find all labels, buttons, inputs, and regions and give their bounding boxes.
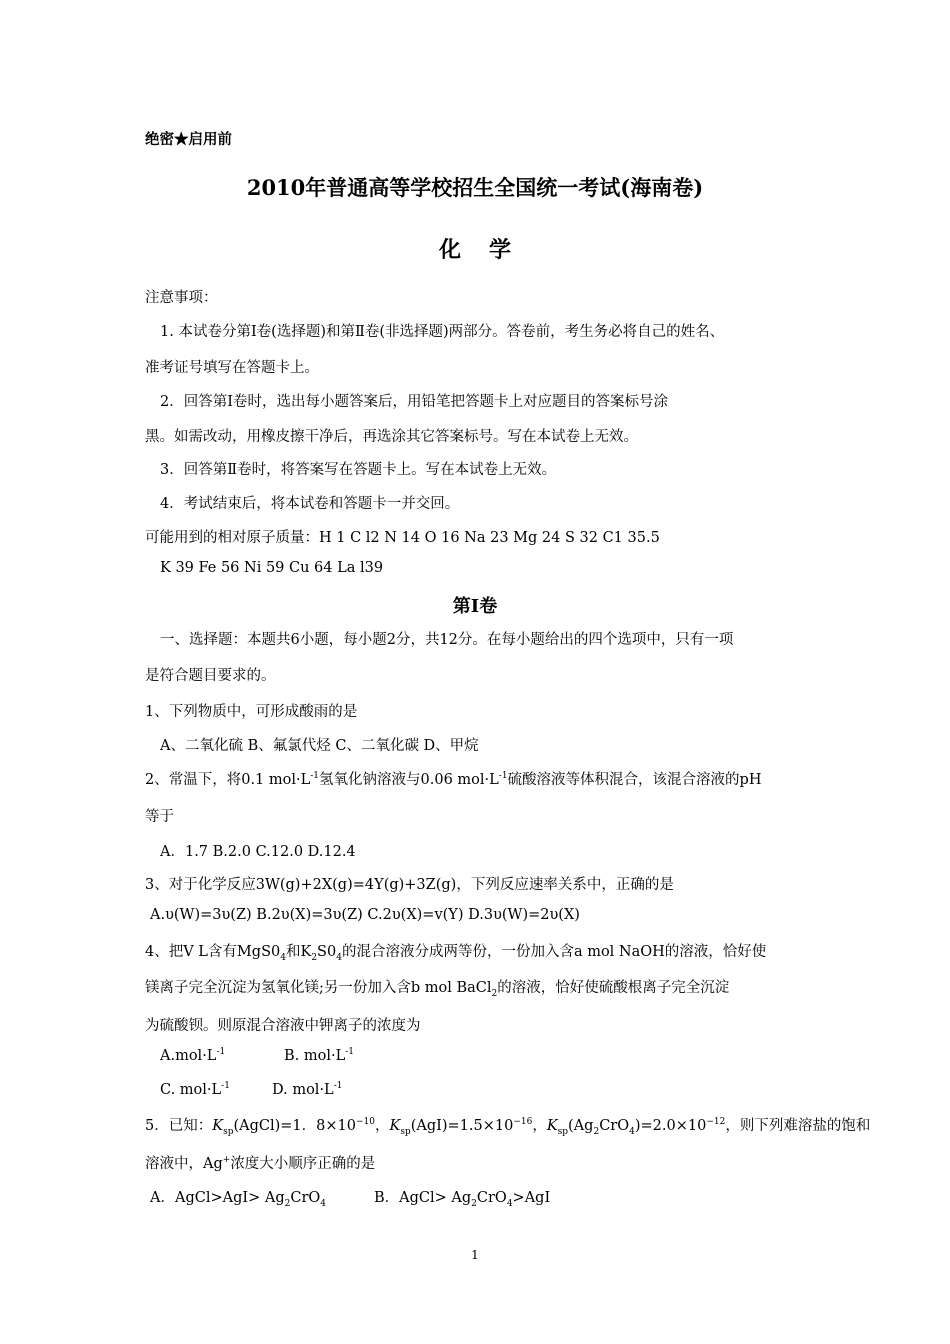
q2-stem-2: 等于 bbox=[145, 809, 174, 825]
q2-options: A．1.7 B.2.0 C.12.0 D.12.4 bbox=[160, 844, 356, 860]
q2-stem: 2、常温下，将0.1 $mol\cdot L^{-1}$氢氧化钠溶液与0.06 $mol\cdot L^{-1}$硫酸溶液等体积混合，该混合溶液的pH bbox=[145, 771, 762, 788]
q4-stem: 4、把V L含有$MgS0_4$和$K_2S0_4$的混合溶液分成两等份，一份加入含a mol NaOH的溶液，恰好使 bbox=[145, 944, 767, 963]
section-title: 第Ⅰ卷 bbox=[452, 596, 498, 617]
q1-stem: 1、下列物质中，可形成酸雨的是 bbox=[145, 704, 358, 720]
q5-options: A．AgCl>AgI> $Ag_2CrO_4$ B．AgCl> $Ag_2CrO_4>AgI$ bbox=[150, 1190, 551, 1209]
note-1a: 1. 本试卷分第Ⅰ卷(选择题)和第Ⅱ卷(非选择题)两部分。答卷前，考生务必将自己的姓名、 bbox=[160, 324, 725, 340]
exam-title: 2010年普通高等学校招生全国统一考试(海南卷) bbox=[246, 175, 704, 200]
atomic-mass-1: 可能用到的相对原子质量：H 1 C l2 N 14 O 16 Na 23 Mg 24 S 32 C1 35.5 bbox=[145, 530, 660, 546]
q4-options-ab: $A.mol\cdot L^{-1}$ B. $mol\cdot L^{-1}$ bbox=[160, 1047, 355, 1064]
q3-stem: 3、对于化学反应3W(g)+2X(g)=4Y(g)+3Z(g)，下列反应速率关系中，正确的是 bbox=[145, 877, 674, 893]
note-2b: 黑。如需改动，用橡皮擦干净后，再选涂其它答案标号。写在本试卷上无效。 bbox=[145, 429, 638, 445]
q4-stem-2: 镁离子完全沉淀为氢氧化镁;另一份加入含b mol BaCl$_2$的溶液，恰好使硫酸根离子完全沉淀 bbox=[145, 980, 730, 999]
atomic-mass-2: K 39 Fe 56 Ni 59 Cu 64 La l39 bbox=[160, 560, 384, 576]
section-intro-1: 一、选择题：本题共6小题，每小题2分，共12分。在每小题给出的四个选项中，只有一项 bbox=[160, 632, 734, 648]
note-4: 4．考试结束后，将本试卷和答题卡一并交回。 bbox=[160, 496, 460, 512]
note-3: 3．回答第Ⅱ卷时，将答案写在答题卡上。写在本试卷上无效。 bbox=[160, 462, 557, 478]
secret-label: 绝密★启用前 bbox=[145, 131, 232, 148]
q5-stem-2: 溶液中，Ag+浓度大小顺序正确的是 bbox=[145, 1155, 376, 1172]
q1-options: A、二氧化硫 B、氟氯代烃 C、二氧化碳 D、甲烷 bbox=[160, 738, 479, 754]
note-2a: 2．回答第Ⅰ卷时，选出每小题答案后，用铅笔把答题卡上对应题目的答案标号涂 bbox=[160, 394, 668, 410]
q4-options-cd: C. $mol\cdot L^{-1}$ D. $mol\cdot L^{-1}$ bbox=[160, 1081, 343, 1098]
notes-heading: 注意事项： bbox=[145, 290, 218, 306]
page-number: 1 bbox=[471, 1248, 479, 1262]
section-intro-2: 是符合题目要求的。 bbox=[145, 668, 276, 684]
q5-stem: 5．已知：$K_{sp}(AgCl)=1$．$8\times 10^{-10}$，$K_{sp}(AgI)=1.5\times 10^{-16}$，$K_{sp}(Ag_2CrO_4)=2.0\times 10^{-12}$，则下列难溶盐的饱和 bbox=[145, 1117, 871, 1137]
note-1b: 准考证号填写在答题卡上。 bbox=[145, 360, 319, 376]
q3-options: A.υ(W)=3υ(Z) B.2υ(X)=3υ(Z) C.2υ(X)=v(Y) D.3υ(W)=2υ(X) bbox=[150, 907, 580, 923]
subject-title: 化学 bbox=[438, 237, 539, 263]
q4-stem-3: 为硫酸钡。则原混合溶液中钾离子的浓度为 bbox=[145, 1018, 421, 1034]
